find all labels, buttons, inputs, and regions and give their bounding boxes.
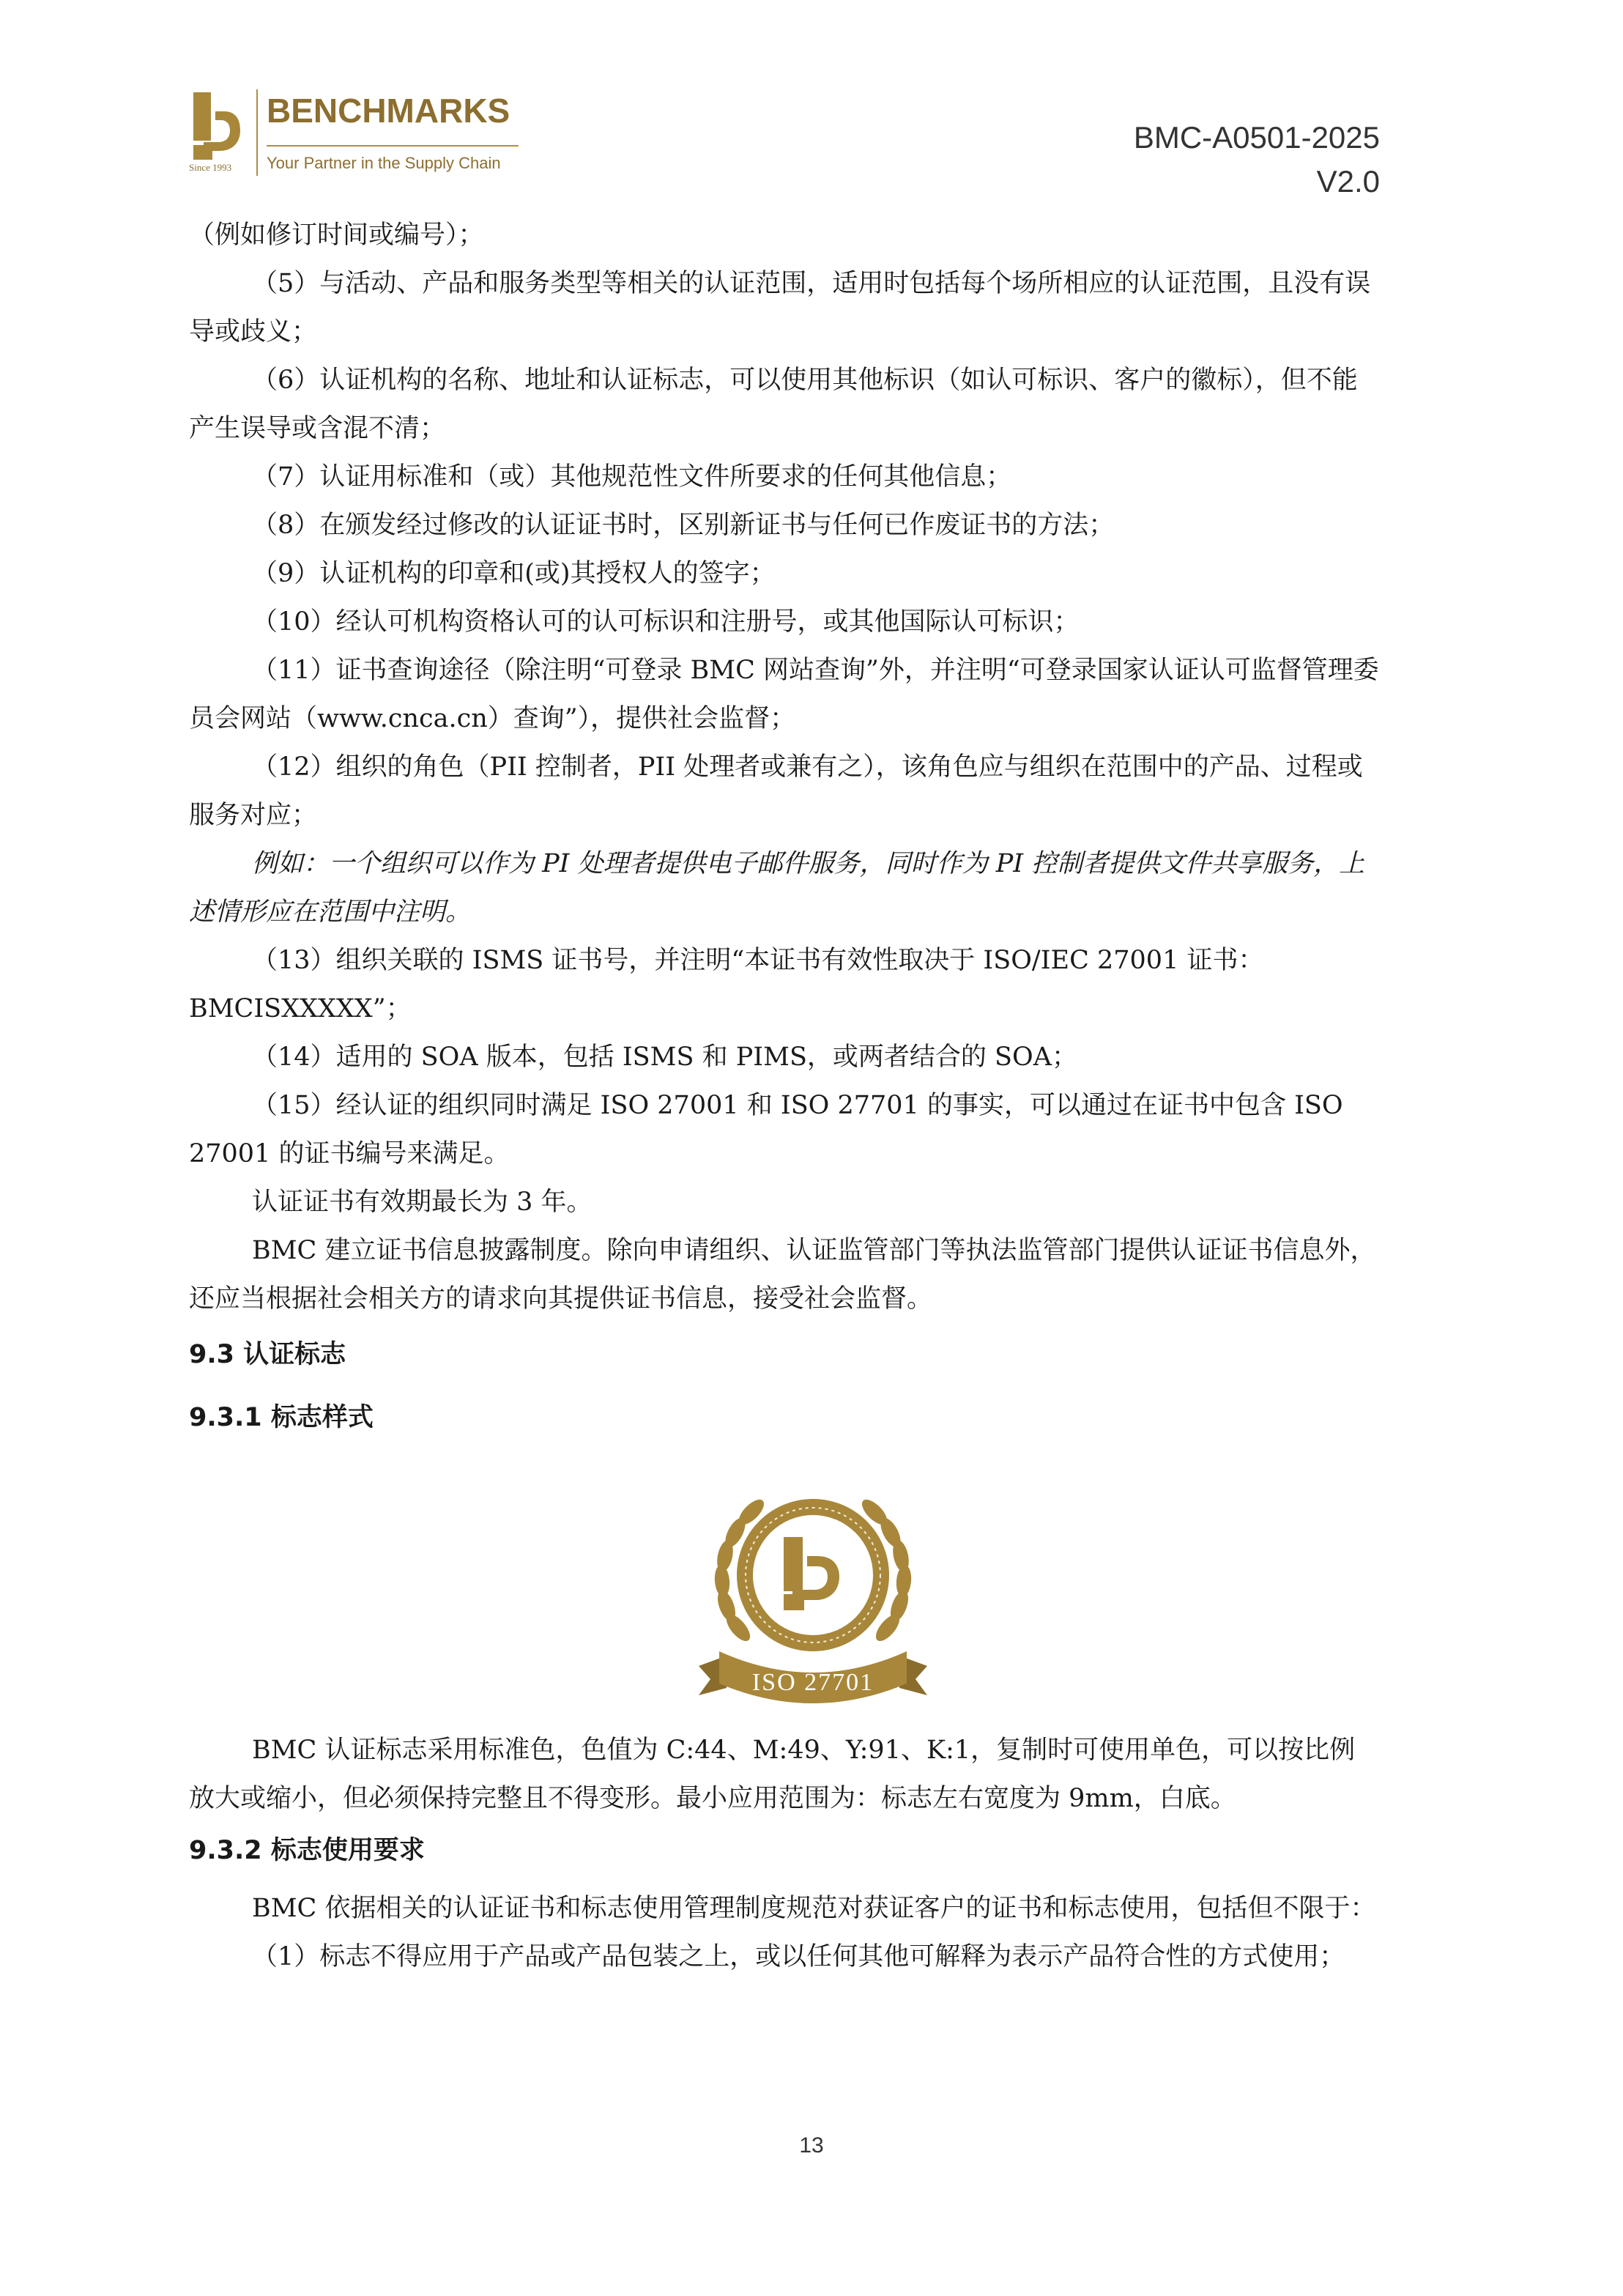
- since-label: Since 1993: [189, 162, 232, 173]
- paragraph: （12）组织的角色（PII 控制者，PII 处理者或兼有之），该角色应与组织在范围中的产品、过程或服务对应；: [189, 752, 1363, 830]
- brand-rule: [267, 145, 519, 147]
- paragraph: （5）与活动、产品和服务类型等相关的认证范围，适用时包括每个场所相应的认证范围，且没有误导或歧义；: [189, 269, 1371, 347]
- section-heading-9-3-2: 9.3.2 标志使用要求: [189, 1836, 425, 1865]
- document-code: BMC-A0501-2025: [1133, 120, 1380, 155]
- paragraph: （6）认证机构的名称、地址和认证标志，可以使用其他标识（如认可标识、客户的徽标），但不能产生误导或含混不清；: [189, 366, 1358, 443]
- example-paragraph: 例如：一个组织可以作为 PI 处理者提供电子邮件服务，同时作为 PI 控制者提供文件共享服务，上述情形应在范围中注明。: [189, 849, 1365, 927]
- section-heading-9-3-1: 9.3.1 标志样式: [189, 1403, 374, 1432]
- paragraph: （8）在颁发经过修改的认证证书时，区别新证书与任何已作废证书的方法；: [252, 511, 1115, 540]
- logo-divider: [256, 89, 258, 176]
- paragraph: （13）组织关联的 ISMS 证书号，并注明“本证书有效性取决于 ISO/IEC 27001 证书：BMCISXXXXX”；: [189, 946, 1264, 1023]
- page-number: 13: [799, 2133, 824, 2158]
- paragraph: （例如修订时间或编号）；: [189, 221, 484, 250]
- paragraph: （15）经认证的组织同时满足 ISO 27001 和 ISO 27701 的事实，可以通过在证书中包含 ISO 27001 的证书编号来满足。: [189, 1091, 1343, 1169]
- body-bottom: [189, 1726, 1380, 1981]
- paragraph: （10）经认可机构资格认可的认可标识和注册号，或其他国际认可标识；: [252, 607, 1080, 637]
- paragraph: BMC 建立证书信息披露制度。除向申请组织、认证监管部门等执法监管部门提供认证证书信息外，还应当根据社会相关方的请求向其提供证书信息，接受社会监督。: [189, 1236, 1376, 1314]
- header-logo: [189, 86, 526, 182]
- iso-27701-emblem: [681, 1474, 945, 1716]
- paragraph: BMC 依据相关的认证证书和标志使用管理制度规范对获证客户的证书和标志使用，包括但不限于：: [252, 1894, 1376, 1923]
- paragraph: （14）适用的 SOA 版本，包括 ISMS 和 PIMS，或两者结合的 SOA；: [252, 1043, 1077, 1072]
- paragraph: 认证证书有效期最长为 3 年。: [252, 1188, 593, 1217]
- emblem-label: ISO 27701: [751, 1669, 874, 1696]
- paragraph: BMC 认证标志采用标准色，色值为 C:44、M:49、Y:91、K:1，复制时可使用单色，可以按比例放大或缩小，但必须保持完整且不得变形。最小应用范围为：标志左右宽度为 9mm，白底。: [189, 1736, 1356, 1813]
- body-top: [189, 211, 1380, 1449]
- brand-tagline: Your Partner in the Supply Chain: [267, 154, 501, 172]
- emblem-inner-disc: [753, 1515, 873, 1635]
- benchmarks-logo-icon: [189, 89, 242, 163]
- paragraph: （11）证书查询途径（除注明“可登录 BMC 网站查询”外，并注明“可登录国家认证认可监督管理委员会网站（www.cnca.cn）查询”），提供社会监督；: [189, 656, 1379, 733]
- document-version: V2.0: [1316, 164, 1380, 199]
- section-heading-9-3: 9.3 认证标志: [189, 1340, 346, 1369]
- paragraph: （9）认证机构的印章和(或)其授权人的签字；: [252, 559, 776, 588]
- brand-name: BENCHMARKS: [267, 92, 510, 130]
- paragraph: （1）标志不得应用于产品或产品包装之上，或以任何其他可解释为表示产品符合性的方式使用；: [252, 1942, 1345, 1971]
- paragraph: （7）认证用标准和（或）其他规范性文件所要求的任何其他信息；: [252, 462, 1012, 492]
